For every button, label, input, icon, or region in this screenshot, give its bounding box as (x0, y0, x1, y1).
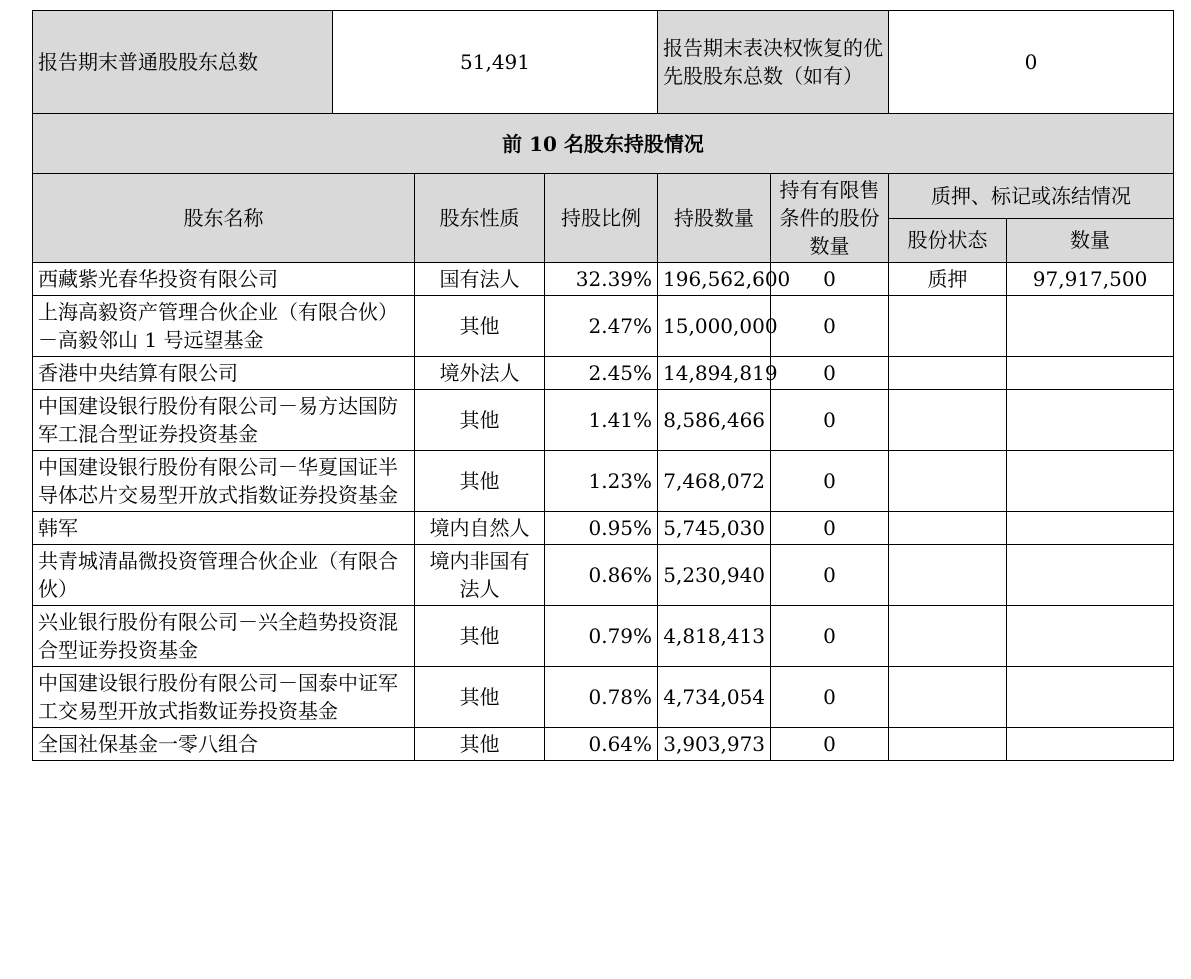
header-pledge-status: 股份状态 (889, 218, 1007, 263)
table-row (33, 667, 1174, 728)
pledge-quantity (1007, 667, 1174, 728)
shareholder-name: 上海高毅资产管理合伙企业（有限合伙）－高毅邻山 1 号远望基金 (33, 296, 415, 357)
header-count: 持股数量 (658, 174, 771, 263)
shareholder-name: 香港中央结算有限公司 (33, 357, 415, 390)
summary-row (33, 11, 1174, 114)
shareholder-nature: 境内非国有法人 (415, 545, 545, 606)
pledge-quantity (1007, 606, 1174, 667)
restricted-shares: 0 (771, 667, 889, 728)
shareholder-name: 中国建设银行股份有限公司－国泰中证军工交易型开放式指数证券投资基金 (33, 667, 415, 728)
shareholder-name: 兴业银行股份有限公司－兴全趋势投资混合型证券投资基金 (33, 606, 415, 667)
header-nature: 股东性质 (415, 174, 545, 263)
restricted-shares: 0 (771, 263, 889, 296)
restricted-shares: 0 (771, 606, 889, 667)
table-body (33, 263, 1174, 761)
table-row (33, 545, 1174, 606)
shareholder-name: 中国建设银行股份有限公司－华夏国证半导体芯片交易型开放式指数证券投资基金 (33, 451, 415, 512)
pledge-quantity (1007, 545, 1174, 606)
shareholder-nature: 境内自然人 (415, 512, 545, 545)
table-row (33, 728, 1174, 761)
pledge-status (889, 667, 1007, 728)
restricted-shares: 0 (771, 512, 889, 545)
holding-ratio: 0.78% (545, 667, 658, 728)
shareholder-nature: 国有法人 (415, 263, 545, 296)
preferred-holders-value: 0 (889, 11, 1174, 114)
pledge-quantity (1007, 357, 1174, 390)
holding-count: 4,818,413 (658, 606, 771, 667)
table-row (33, 263, 1174, 296)
shareholder-nature: 其他 (415, 728, 545, 761)
pledge-quantity (1007, 728, 1174, 761)
section-title: 前 10 名股东持股情况 (33, 114, 1174, 174)
total-holders-value: 51,491 (333, 11, 658, 114)
shareholder-nature: 其他 (415, 296, 545, 357)
holding-count: 5,230,940 (658, 545, 771, 606)
restricted-shares: 0 (771, 357, 889, 390)
holding-count: 15,000,000 (658, 296, 771, 357)
pledge-quantity: 97,917,500 (1007, 263, 1174, 296)
shareholder-nature: 其他 (415, 390, 545, 451)
section-title-row (33, 114, 1174, 174)
pledge-status (889, 390, 1007, 451)
table-row (33, 512, 1174, 545)
shareholder-table (32, 10, 1174, 761)
shareholder-name: 共青城清晶微投资管理合伙企业（有限合伙） (33, 545, 415, 606)
shareholder-name: 中国建设银行股份有限公司－易方达国防军工混合型证券投资基金 (33, 390, 415, 451)
holding-ratio: 0.95% (545, 512, 658, 545)
restricted-shares: 0 (771, 390, 889, 451)
pledge-status (889, 451, 1007, 512)
restricted-shares: 0 (771, 545, 889, 606)
header-row-1 (33, 174, 1174, 219)
holding-count: 196,562,600 (658, 263, 771, 296)
holding-ratio: 2.47% (545, 296, 658, 357)
holding-count: 3,903,973 (658, 728, 771, 761)
pledge-status (889, 296, 1007, 357)
table-row (33, 296, 1174, 357)
holding-ratio: 1.23% (545, 451, 658, 512)
pledge-status (889, 606, 1007, 667)
pledge-quantity (1007, 390, 1174, 451)
total-holders-label: 报告期末普通股股东总数 (33, 11, 333, 114)
shareholder-nature: 其他 (415, 667, 545, 728)
pledge-quantity (1007, 512, 1174, 545)
header-name: 股东名称 (33, 174, 415, 263)
header-pledge-qty: 数量 (1007, 218, 1174, 263)
holding-ratio: 0.86% (545, 545, 658, 606)
restricted-shares: 0 (771, 728, 889, 761)
holding-ratio: 1.41% (545, 390, 658, 451)
table-row (33, 606, 1174, 667)
pledge-status (889, 512, 1007, 545)
shareholder-nature: 其他 (415, 451, 545, 512)
pledge-status: 质押 (889, 263, 1007, 296)
table-row (33, 451, 1174, 512)
holding-count: 8,586,466 (658, 390, 771, 451)
shareholder-name: 韩军 (33, 512, 415, 545)
header-ratio: 持股比例 (545, 174, 658, 263)
restricted-shares: 0 (771, 451, 889, 512)
holding-count: 5,745,030 (658, 512, 771, 545)
pledge-status (889, 357, 1007, 390)
holding-count: 4,734,054 (658, 667, 771, 728)
table-row (33, 390, 1174, 451)
header-restricted: 持有有限售条件的股份数量 (771, 174, 889, 263)
holding-count: 7,468,072 (658, 451, 771, 512)
restricted-shares: 0 (771, 296, 889, 357)
preferred-holders-label: 报告期末表决权恢复的优先股股东总数（如有） (658, 11, 889, 114)
holding-ratio: 32.39% (545, 263, 658, 296)
holding-count: 14,894,819 (658, 357, 771, 390)
shareholder-name: 全国社保基金一零八组合 (33, 728, 415, 761)
pledge-status (889, 545, 1007, 606)
holding-ratio: 2.45% (545, 357, 658, 390)
holding-ratio: 0.64% (545, 728, 658, 761)
shareholder-nature: 其他 (415, 606, 545, 667)
pledge-quantity (1007, 451, 1174, 512)
table-row (33, 357, 1174, 390)
pledge-quantity (1007, 296, 1174, 357)
shareholder-nature: 境外法人 (415, 357, 545, 390)
holding-ratio: 0.79% (545, 606, 658, 667)
shareholder-name: 西藏紫光春华投资有限公司 (33, 263, 415, 296)
header-pledge-group: 质押、标记或冻结情况 (889, 174, 1174, 219)
pledge-status (889, 728, 1007, 761)
